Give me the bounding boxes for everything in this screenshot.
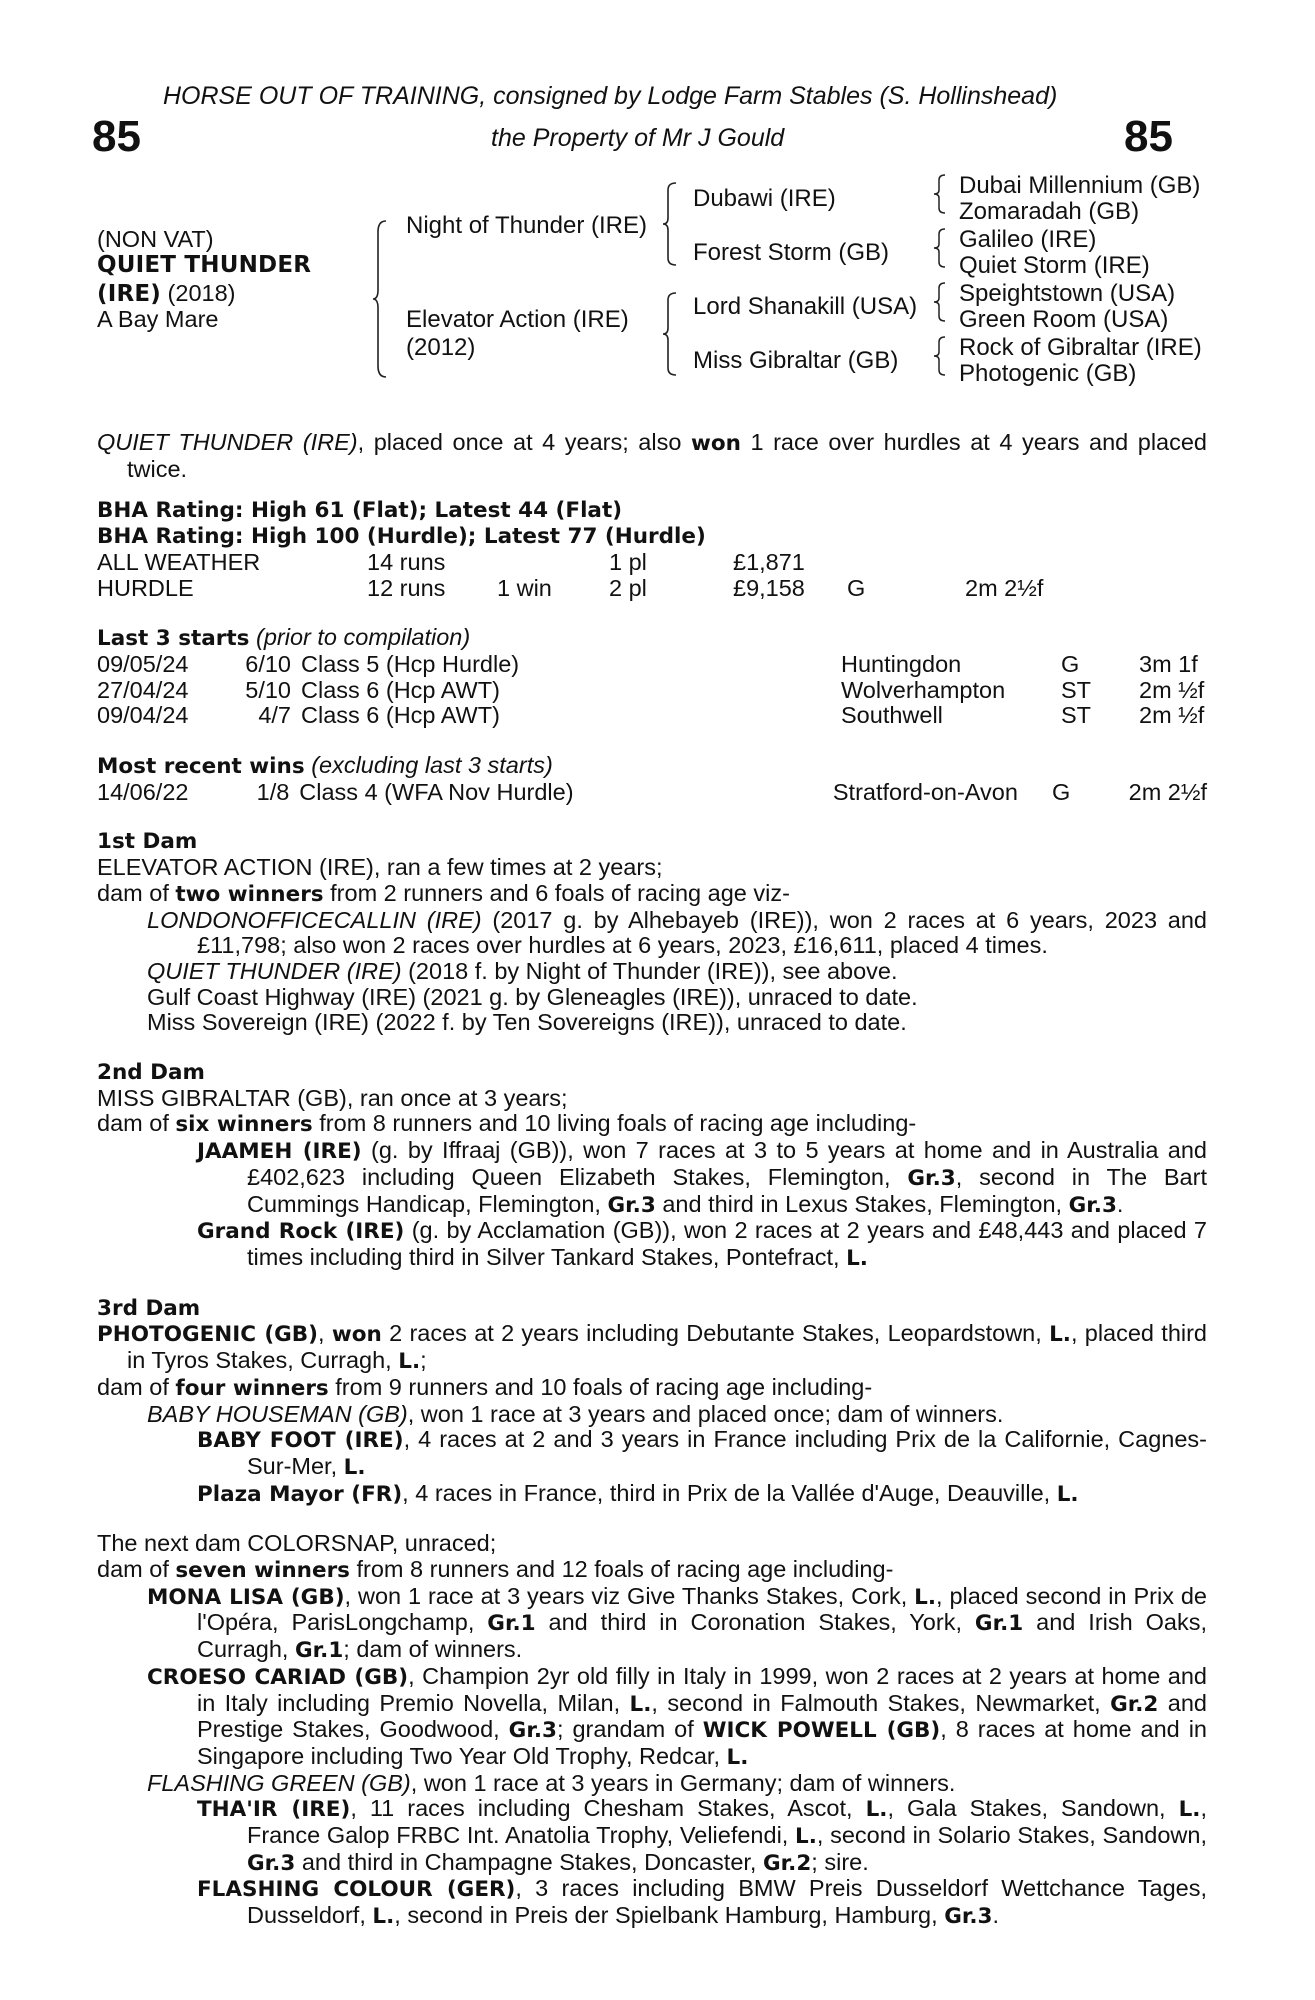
- section-heading: Last 3 starts: [97, 626, 250, 652]
- pedigree-great-grandparent: Rock of Gibraltar (IRE): [959, 334, 1202, 361]
- last-starts: Last 3 starts (prior to compilation) 09/05/24 6/10 Class 5 (Hcp Hurdle) Huntingdon G 3m 1f 27/04/24 5/10 Class 6 (Hcp AWT) Wolverhampton ST 2m ½f 09/04/24 4/7 Class 6 (Hcp AWT) Southwell ST 2m ½f: [97, 624, 1205, 729]
- pedigree-great-grandparent: Speightstown (USA): [959, 280, 1176, 307]
- horse-description: A Bay Mare: [97, 306, 219, 332]
- recent-wins: Most recent wins (excluding last 3 starts) 14/06/22 1/8 Class 4 (WFA Nov Hurdle) Stratford-on-Avon G 2m 2½f: [97, 752, 1207, 805]
- rating-hurdle: BHA Rating: High 100 (Hurdle); Latest 77 (Hurdle): [97, 524, 706, 550]
- pedigree-great-grandparent: Quiet Storm (IRE): [959, 252, 1150, 279]
- table-row: 09/05/24 6/10 Class 5 (Hcp Hurdle) Huntingdon G 3m 1f: [97, 650, 1198, 677]
- section-heading: Most recent wins: [97, 754, 305, 780]
- section-heading: 2nd Dam: [97, 1060, 205, 1086]
- pedigree-great-grandparent: Photogenic (GB): [959, 360, 1137, 387]
- table-row: HURDLE 12 runs 1 win 2 pl £9,158 G 2m 2½f: [97, 574, 1044, 601]
- table-row: 14/06/22 1/8 Class 4 (WFA Nov Hurdle) Stratford-on-Avon G 2m 2½f: [97, 778, 1207, 805]
- pedigree-brace-main: [372, 220, 388, 378]
- ratings: [97, 498, 1207, 549]
- third-dam: 3rd Dam PHOTOGENIC (GB), won 2 races at 2 years including Debutante Stakes, Leopardstown, L., placed third in Tyros Stakes, Curragh, L.; dam of four winners from 9 runners and 10 foals of racing age including- BABY HOUSEMAN (GB), won 1 race at 3 years and placed once; dam of winners. BABY FOOT (IRE), 4 races at 2 and 3 years in France including Prix de la Californie, Cagnes-Sur-Mer, L. Plaza Mayor (FR), 4 races in France, third in Prix de la Vallée d'Auge, Deauville, L.: [97, 1295, 1208, 1507]
- pedigree-grandparent: Miss Gibraltar (GB): [693, 347, 899, 374]
- pedigree-brace-sire: [662, 182, 678, 266]
- last-starts-table: [97, 652, 1204, 729]
- horse-name-suffix: [97, 280, 235, 307]
- pedigree-great-grandparent: Galileo (IRE): [959, 226, 1097, 253]
- summary: QUIET THUNDER (IRE), placed once at 4 years; also won 1 race over hurdles at 4 years and placed twice.: [97, 429, 1208, 482]
- pedigree-great-grandparent: Dubai Millennium (GB): [959, 172, 1201, 199]
- section-heading: 3rd Dam: [97, 1295, 201, 1321]
- horse-country: (IRE): [97, 281, 162, 307]
- lot-number-right: 85: [1124, 112, 1173, 161]
- table-row: ALL WEATHER 14 runs 1 pl £1,871: [97, 548, 805, 575]
- vat-status: (NON VAT): [97, 226, 214, 252]
- property-line: the Property of Mr J Gould: [491, 124, 785, 152]
- pedigree-brace-gs4: [933, 336, 947, 376]
- pedigree-great-grandparent: Zomaradah (GB): [959, 198, 1140, 225]
- next-dam: The next dam COLORSNAP, unraced; dam of seven winners from 8 runners and 12 foals of racing age including- MONA LISA (GB), won 1 race at 3 years viz Give Thanks Stakes, Cork, L., placed second in Prix de l'Opéra, ParisLongchamp, Gr.1 and third in Coronation Stakes, York, Gr.1 and Irish Oaks, Curragh, Gr.1; dam of winners. CROESO CARIAD (GB), Champion 2yr old filly in Italy in 1999, won 2 races at 2 years at home and in Italy including Premio Novella, Milan, L., second in Falmouth Stakes, Newmarket, Gr.2 and Prestige Stakes, Goodwood, Gr.3; grandam of WICK POWELL (GB), 8 races at home and in Singapore including Two Year Old Trophy, Redcar, L. FLASHING GREEN (GB), won 1 race at 3 years in Germany; dam of winners. THA'IR (IRE), 11 races including Chesham Stakes, Ascot, L., Gala Stakes, Sandown, L., France Galop FRBC Int. Anatolia Trophy, Veliefendi, L., second in Solario Stakes, Sandown, Gr.3 and third in Champagne Stakes, Doncaster, Gr.2; sire. FLASHING COLOUR (GER), 3 races including BMW Preis Dusseldorf Wettchance Tages, Dusseldorf, L., second in Preis der Spielbank Hamburg, Hamburg, Gr.3.: [97, 1530, 1208, 1930]
- pedigree-sire: Night of Thunder (IRE): [406, 212, 647, 239]
- recent-wins-table: [97, 780, 1207, 806]
- horse-name: QUIET THUNDER: [97, 252, 312, 278]
- lot-number-left: 85: [92, 112, 141, 161]
- pedigree-grandparent: Dubawi (IRE): [693, 185, 836, 212]
- consignment-title: HORSE OUT OF TRAINING, consigned by Lodge Farm Stables (S. Hollinshead): [163, 82, 1058, 110]
- section-heading: 1st Dam: [97, 829, 198, 855]
- pedigree-brace-gs1: [933, 174, 947, 214]
- pedigree-grandparent: Forest Storm (GB): [693, 239, 890, 266]
- horse-year: (2018): [167, 280, 236, 306]
- table-row: 27/04/24 5/10 Class 6 (Hcp AWT) Wolverhampton ST 2m ½f: [97, 676, 1205, 703]
- career-stats-table: [97, 550, 1043, 601]
- pedigree-grandparent: Lord Shanakill (USA): [693, 293, 918, 320]
- pedigree-great-grandparent: Green Room (USA): [959, 306, 1169, 333]
- rating-flat: BHA Rating: High 61 (Flat); Latest 44 (Flat): [97, 498, 623, 524]
- first-dam: 1st Dam ELEVATOR ACTION (IRE), ran a few times at 2 years; dam of two winners from 2 runners and 6 foals of racing age viz- LONDONOFFICECALLIN (IRE) (2017 g. by Alhebayeb (IRE)), won 2 races at 6 years, 2023 and £11,798; also won 2 races over hurdles at 6 years, 2023, £16,611, placed 4 times. QUIET THUNDER (IRE) (2018 f. by Night of Thunder (IRE)), see above. Gulf Coast Highway (IRE) (2021 g. by Gleneagles (IRE)), unraced to date. Miss Sovereign (IRE) (2022 f. by Ten Sovereigns (IRE)), unraced to date.: [97, 829, 1207, 1036]
- pedigree-dam: Elevator Action (IRE): [406, 306, 629, 333]
- pedigree-brace-dam: [662, 292, 678, 376]
- pedigree-brace-gs3: [933, 282, 947, 322]
- catalogue-body: [97, 430, 1207, 1930]
- table-row: 09/04/24 4/7 Class 6 (Hcp AWT) Southwell ST 2m ½f: [97, 702, 1205, 729]
- pedigree-dam-year: (2012): [406, 334, 476, 361]
- pedigree-brace-gs2: [933, 228, 947, 268]
- second-dam: 2nd Dam MISS GIBRALTAR (GB), ran once at 3 years; dam of six winners from 8 runners and 10 living foals of racing age including- JAAMEH (IRE) (g. by Iffraaj (GB)), won 7 races at 3 to 5 years at home and in Australia and £402,623 including Queen Elizabeth Stakes, Flemington, Gr.3, second in The Bart Cummings Handicap, Flemington, Gr.3 and third in Lexus Stakes, Flemington, Gr.3. Grand Rock (IRE) (g. by Acclamation (GB)), won 2 races at 2 years and £48,443 and placed 7 times including third in Silver Tankard Stakes, Pontefract, L.: [97, 1060, 1208, 1271]
